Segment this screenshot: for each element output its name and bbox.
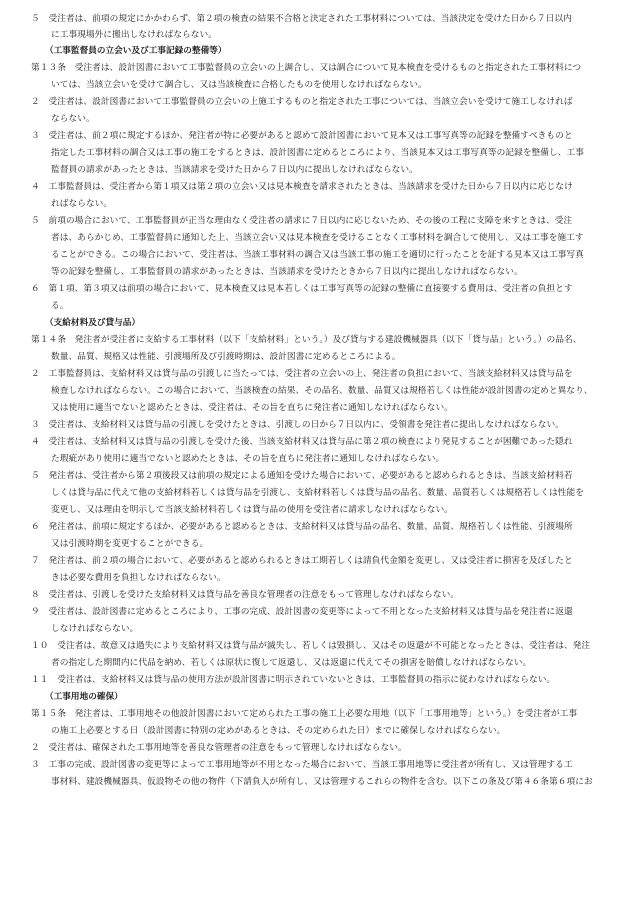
text-line: 又は引渡時期を変更することができる。 <box>51 539 209 549</box>
article-13-line: 第１３条 受注者は、設計図書において工事監督員の立会いの上調合し、又は調合について見本検査を受けるものと指定された工事材料につ <box>31 63 582 73</box>
text-line: 又は使用に適当でないと認めたときは、受注者は、その旨を直ちに発注者に通知しなければならない。 <box>51 403 453 413</box>
article-14-line: 第１４条 発注者が受注者に支給する工事材料（以下「支給材料」という。）及び貸与する建設機械器具（以下「貸与品」という。）の品名、 <box>31 335 582 345</box>
text-line: ならない。 <box>51 114 95 124</box>
text-line: 等の記録を整備し、工事監督員の請求があったときは、当該請求を受けたときから７日以内に提出しなければならない。 <box>51 267 523 277</box>
text-line: 指定した工事材料の調合又は工事の施工をするときは、設計図書に定めるところにより、当該見本又は工事写真等の記録を整備し、工事 <box>51 148 584 158</box>
text-line: ８ 受注者は、引渡しを受けた支給材料又は貸与品を善良な管理者の注意をもって管理しなければならない。 <box>31 590 460 600</box>
text-line: しなければならない。 <box>51 624 139 634</box>
text-line: た瑕疵があり使用に適当でないと認めたときは、その旨を直ちに発注者に通知しなければならない。 <box>51 454 445 464</box>
text-line: ９ 受注者は、設計図書に定めるところにより、工事の完成、設計図書の変更等によって不用となった支給材料又は貸与品を発注者に返還 <box>31 607 573 617</box>
text-line: 数量、品質、規格又は性能、引渡場所及び引渡時期は、設計図書に定めるところによる。 <box>51 352 401 362</box>
text-line: ２ 工事監督員は、支給材料又は貸与品の引渡しに当たっては、受注者の立会いの上、発注者の負担において、当該支給材料又は貸与品を <box>31 369 573 379</box>
text-line: ４ 工事監督員は、受注者から第１項又は第２項の立会い又は見本検査を請求されたときは、当該請求を受けた日から７日以内に応じなけ <box>31 182 573 192</box>
section-heading: （工事監督員の立会い及び工事記録の整備等） <box>45 46 227 56</box>
text-line: ５ 前項の場合において、工事監督員が正当な理由なく受注者の請求に７日以内に応じないため、その後の工程に支障を来すときは、受注 <box>31 216 573 226</box>
text-line: ６ 第１項、第３項又は前項の場合において、見本検査又は見本若しくは工事写真等の記録の整備に直接要する費用は、受注者の負担とす <box>31 284 573 294</box>
text-line: 変更し、又は理由を明示して当該支給材料若しくは貸与品の使用を受注者に請求しなければならない。 <box>51 505 453 515</box>
text-line: に工事現場外に搬出しなければならない。 <box>51 30 218 40</box>
text-line: 事材料、建設機械器具、仮設物その他の物件（下請負人が所有し、又は管理するこれらの物件を含む。以下この条及び第４６条第６項にお <box>51 777 593 787</box>
text-line: ３ 受注者は、前２項に規定するほか、発注者が特に必要があると認めて設計図書において見本又は工事写真等の記録を整備すべきものと <box>31 131 573 141</box>
text-line: １１ 受注者は、支給材料又は貸与品の使用方法が設計図書に明示されていないときは、工事監督員の指示に従わなければならない。 <box>31 675 556 685</box>
section-heading: （工事用地の確保） <box>45 692 123 702</box>
text-line: ３ 工事の完成、設計図書の変更等によって工事用地等が不用となった場合において、当該工事用地等に受注者が所有し、又は管理する工 <box>31 760 573 770</box>
text-line: ５ 受注者は、前項の規定にかかわらず、第２項の検査の結果不合格と決定された工事材料については、当該決定を受けた日から７日以内 <box>31 14 572 24</box>
text-line: ５ 発注者は、受注者から第２項後段又は前項の規定による通知を受けた場合において、必要があると認められるときは、当該支給材料若 <box>31 471 573 481</box>
text-line: １０ 受注者は、故意又は過失により支給材料又は貸与品が滅失し、若しくは毀損し、又はその返還が不可能となったときは、受注者は、発注 <box>31 641 591 651</box>
text-line: ることができる。この場合において、受注者は、当該工事材料の調合又は当該工事の施工を適切に行ったことを証する見本又は工事写真 <box>51 250 584 260</box>
section-heading: （支給材料及び貸与品） <box>45 318 141 328</box>
text-line: ６ 発注者は、前項に規定するほか、必要があると認めるときは、支給材料又は貸与品の品名、数量、品質、規格若しくは性能、引渡場所 <box>31 522 573 532</box>
text-line: いては、当該立会いを受けて調合し、又は当該検査に合格したものを使用しなければならない。 <box>51 80 427 90</box>
text-line: ７ 発注者は、前２項の場合において、必要があると認められるときは工期若しくは請負代金額を変更し、又は受注者に損害を及ぼしたと <box>31 556 573 566</box>
text-line: ればならない。 <box>51 199 113 209</box>
article-15-line: 第１５条 発注者は、工事用地その他設計図書において定められた工事の施工上必要な用地（以下「工事用地等」という。）を受注者が工事 <box>31 709 578 719</box>
text-line: しくは貸与品に代えて他の支給材料若しくは貸与品を引渡し、支給材料若しくは貸与品の品名、数量、品質若しくは規格若しくは性能を <box>51 488 584 498</box>
text-line: 者は、あらかじめ、工事監督員に通知した上、当該立会い又は見本検査を受けることなく工事材料を調合して使用し、又は工事を施工す <box>51 233 584 243</box>
text-line: きは必要な費用を負担しなければならない。 <box>51 573 226 583</box>
text-line: ３ 受注者は、支給材料又は貸与品の引渡しを受けたときは、引渡しの日から７日以内に、受領書を発注者に提出しなければならない。 <box>31 420 564 430</box>
text-line: る。 <box>51 301 69 311</box>
text-line: 検査しなければならない。この場合において、当該検査の結果、その品名、数量、品質又は規格若しくは性能が設計図書の定めと異なり、 <box>51 386 593 396</box>
text-line: 者の指定した期間内に代品を納め、若しくは原状に復して返還し、又は返還に代えてその損害を賠償しなければならない。 <box>51 658 532 668</box>
text-line: ２ 受注者は、確保された工事用地等を善良な管理者の注意をもって管理しなければならない。 <box>31 743 407 753</box>
text-line: 監督員の請求があったときは、当該請求を受けた日から７日以内に提出しなければならない。 <box>51 165 418 175</box>
text-line: ４ 受注者は、支給材料又は貸与品の引渡しを受けた後、当該支給材料又は貸与品に第２項の検査により発見することが困難であった隠れ <box>31 437 573 447</box>
text-line: の施工上必要とする日（設計図書に特別の定めがあるときは、その定められた日）までに確保しなければならない。 <box>51 726 506 736</box>
text-line: ２ 受注者は、設計図書において工事監督員の立会いの上施工するものと指定された工事については、当該立会いを受けて施工しなければ <box>31 97 573 107</box>
